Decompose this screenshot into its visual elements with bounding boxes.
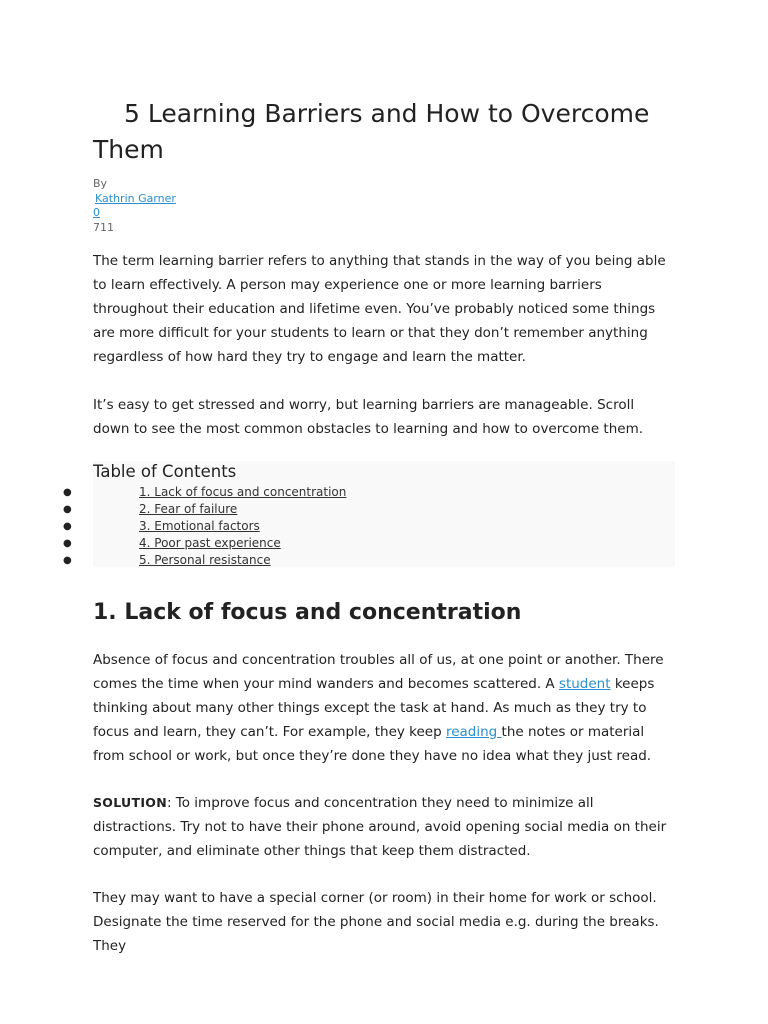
section1-p1-text-a: Absence of focus and concentration troubles all of us, at one point or another. There comes the time when your mind wanders and becomes scattered. A	[93, 652, 664, 692]
table-of-contents	[63, 461, 675, 567]
solution-text: : To improve focus and concentration they need to minimize all distractions. Try not to have their phone around, avoid opening social media on their computer, and eliminate other things that keep them distracted.	[93, 795, 667, 859]
bullet-icon: ●	[63, 504, 72, 515]
toc-link-fear-of-failure[interactable]: 2. Fear of failure	[139, 502, 238, 516]
solution-paragraph	[93, 791, 673, 863]
toc-link-personal-resistance[interactable]: 5. Personal resistance	[139, 553, 271, 567]
student-link[interactable]: student	[558, 676, 611, 692]
reading-link[interactable]: reading	[445, 724, 502, 740]
bullet-icon: ●	[63, 487, 72, 498]
section1-p1-text-b: keeps thinking about many other things except the task at hand. As much as they try to focus and learn, they can’t. For example, they keep	[93, 676, 655, 740]
views-count: 711	[93, 220, 114, 234]
section1-p1-text-c: the notes or material from school or work, but once they’re done they have no idea what they just read.	[93, 724, 652, 764]
author-link[interactable]: Kathrin Garner	[95, 191, 176, 205]
intro-paragraph-1: The term learning barrier refers to anything that stands in the way of you being able to learn effectively. A person may experience one or more learning barriers throughout their education and lifetime even. You’ve probably noticed some things are more difficult for your students to learn or that they don’t remember anything regardless of how hard they try to engage and learn the matter.	[93, 253, 666, 365]
bullet-icon: ●	[63, 555, 72, 566]
solution-label: SOLUTION	[93, 795, 167, 810]
bullet-icon: ●	[63, 538, 72, 549]
toc-link-poor-past-experience[interactable]: 4. Poor past experience	[139, 536, 281, 550]
section1-paragraph-3: They may want to have a special corner (or room) in their home for work or school. Designate the time reserved for the phone and social media e.g. during the breaks. They	[93, 890, 659, 954]
article-title: 5 Learning Barriers and How to Overcome Them	[93, 99, 650, 164]
comments-count-link[interactable]: 0	[93, 206, 100, 219]
intro-paragraph-2: It’s easy to get stressed and worry, but learning barriers are manageable. Scroll down to see the most common obstacles to learning and how to overcome them.	[93, 397, 644, 437]
section1-paragraph-1	[93, 648, 673, 768]
section-heading-lack-of-focus: 1. Lack of focus and concentration	[93, 600, 522, 625]
toc-link-lack-of-focus[interactable]: 1. Lack of focus and concentration	[139, 485, 347, 499]
bullet-icon: ●	[63, 521, 72, 532]
by-label: By	[93, 177, 108, 190]
toc-link-emotional-factors[interactable]: 3. Emotional factors	[139, 519, 260, 533]
article-byline	[93, 177, 176, 235]
toc-title: Table of Contents	[93, 462, 237, 481]
